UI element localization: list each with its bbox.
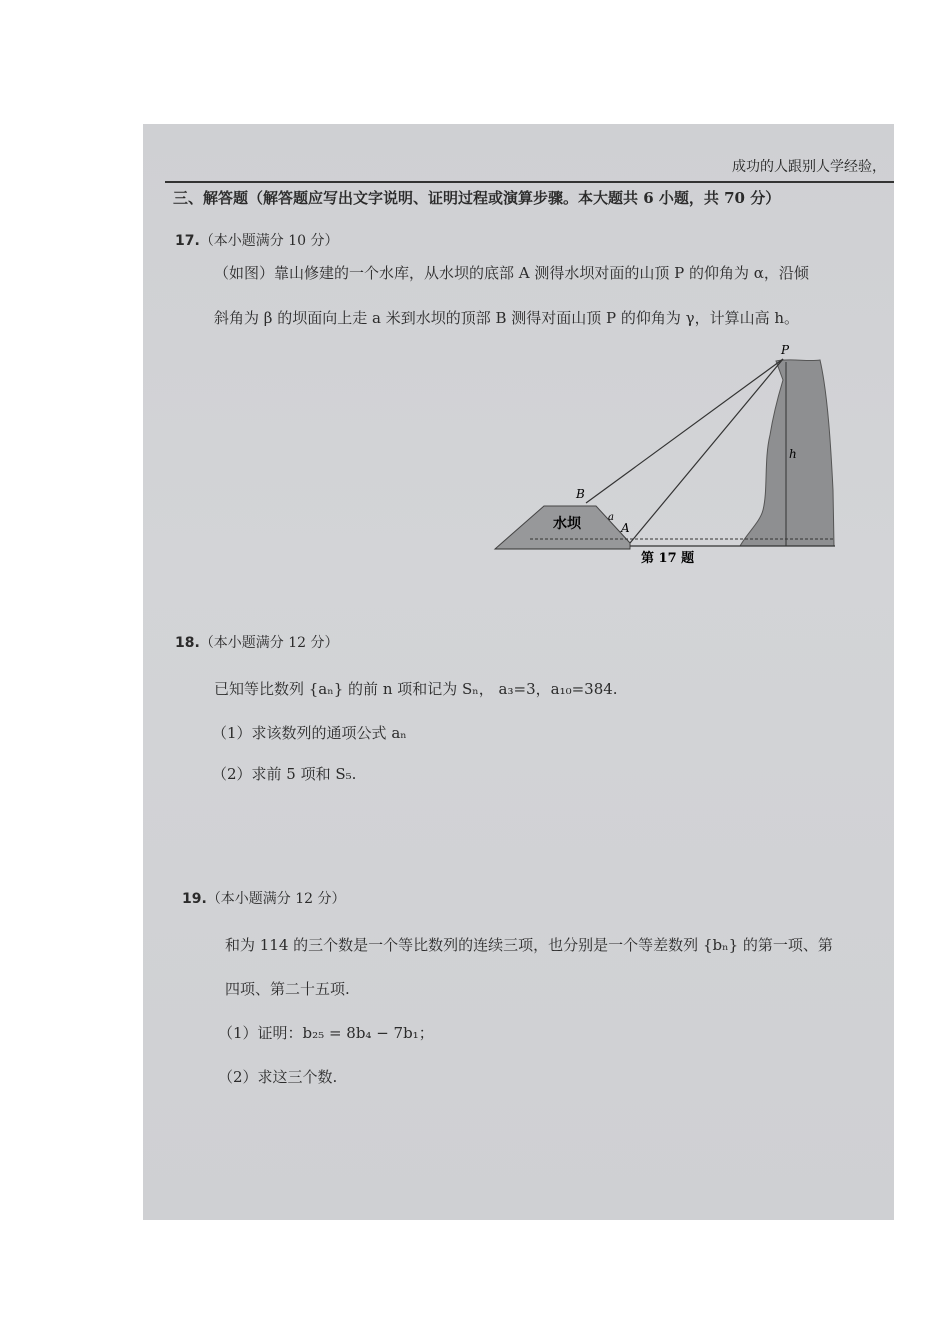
q19-part2: （2）求这三个数. [218,1068,338,1086]
q17-text-line2: 斜角为 β 的坝面向上走 a 米到水坝的顶部 B 测得对面山顶 P 的仰角为 γ，计算山高 h。 [214,309,800,327]
header-motto: 成功的人跟别人学经验， [732,159,886,175]
q17-heading [175,230,339,250]
label-B: B [576,487,585,501]
q17-figure [490,340,840,570]
q19-heading [182,888,346,908]
label-P: P [781,343,790,357]
q18-number: 18. [175,635,200,651]
q17-text-line1: （如图）靠山修建的一个水库，从水坝的底部 A 测得水坝对面的山顶 P 的仰角为 α，沿倾 [214,264,809,282]
figure-caption: 第 17 题 [641,551,695,566]
sight-line-B [586,359,783,503]
q18-points: （本小题满分 12 分） [199,635,339,651]
dam-label: 水坝 [553,516,581,532]
sight-line-A [630,359,783,543]
label-a: a [608,512,614,523]
mountain-shape [740,360,834,546]
q19-number: 19. [182,891,207,907]
q18-text-line1: 已知等比数列 {aₙ} 的前 n 项和记为 Sₙ， a₃=3，a₁₀=384. [214,680,618,698]
q19-part1: （1）证明：b₂₅ = 8b₄ − 7b₁； [218,1024,434,1042]
label-A: A [621,521,630,535]
q19-points: （本小题满分 12 分） [206,891,346,907]
q19-text-line1: 和为 114 的三个数是一个等比数列的连续三项，也分别是一个等差数列 {bₙ} 的第一项、第 [225,936,833,954]
q17-points: （本小题满分 10 分） [199,233,339,249]
header-rule [165,181,894,183]
section-title: 三、解答题（解答题应写出文字说明、证明过程或演算步骤。本大题共 6 小题，共 70 分） [173,189,781,207]
q18-heading [175,632,339,652]
label-h: h [789,447,797,461]
q19-text-line2: 四项、第二十五项. [225,980,350,998]
exam-paper [143,124,894,1220]
q17-number: 17. [175,233,200,249]
q18-part1: （1）求该数列的通项公式 aₙ [212,724,407,742]
q18-part2: （2）求前 5 项和 S₅. [212,765,357,783]
